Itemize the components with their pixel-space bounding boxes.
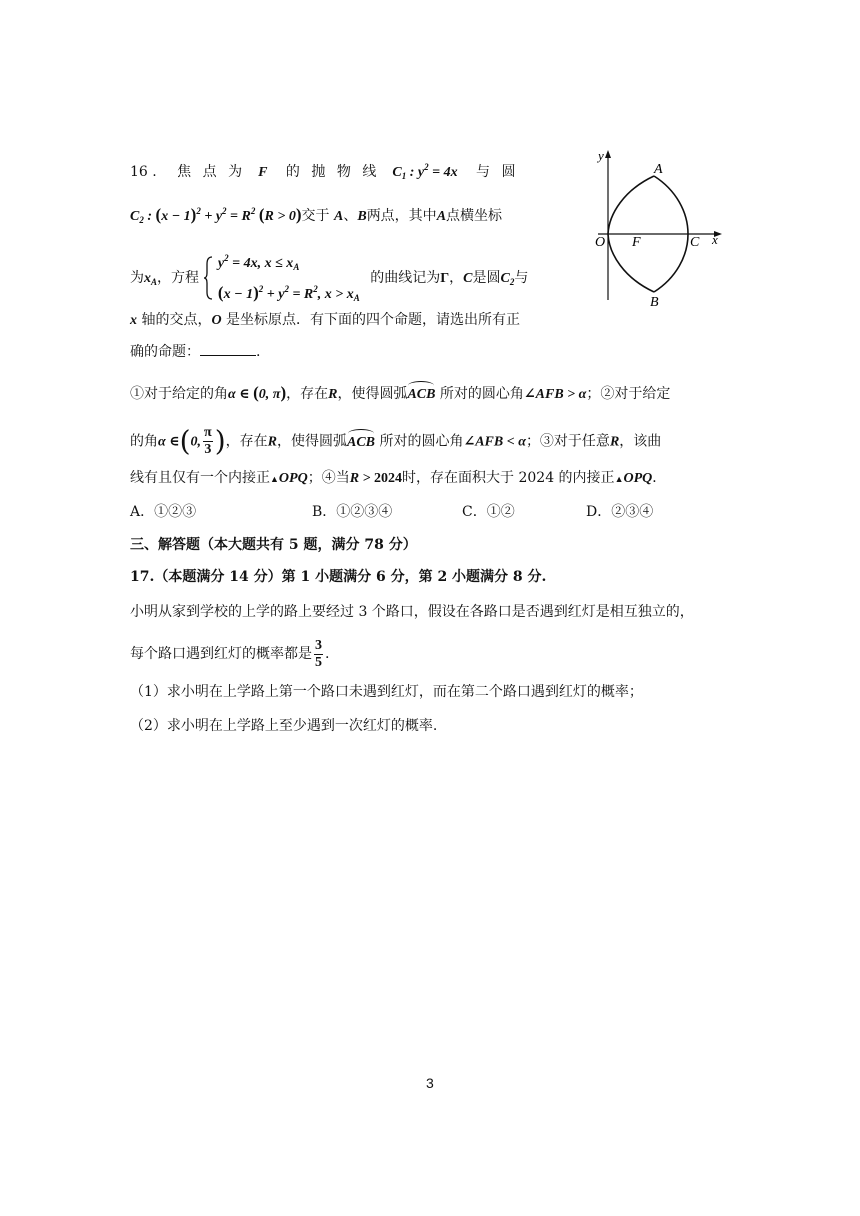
equation-system: $y^2 = 4x$, $x \le x_A$ $(x - 1)^2 + y^2 = R^2$, $x > x_A$ <box>217 253 360 303</box>
q17-text2: 每个路口遇到红灯的概率都是 $\frac{3}{5}$ . <box>130 637 330 670</box>
q16-line5: 确的命题： . <box>130 344 261 360</box>
q16-line2: $C_2$ : $(x - 1)^2 + y^2 = R^2$ (R > 0)交于 A、B两点，其中A点横坐标 <box>130 205 503 225</box>
answer-blank <box>200 343 256 356</box>
q17-sub1: （1）求小明在上学路上第一个路口未遇到红灯，而在第二个路口遇到红灯的概率； <box>130 684 643 700</box>
label-b: B <box>650 295 659 308</box>
q16-prop-line2: 的角α ∈(0, $\frac{\pi}{3}$ )，存在R，使得圆弧ACB 所对的圆心角∠AFB < α；③对于任意R，该曲 <box>130 424 662 458</box>
q16-prop-line1: ①对于给定的角α ∈ (0, π)，存在R，使得圆弧ACB 所对的圆心角∠AFB > α；②对于给定 <box>130 383 670 405</box>
q17-sub2: （2）求小明在上学路上至少遇到一次红灯的概率. <box>130 718 438 734</box>
q16-prop-line3: 线有且仅有一个内接正▲OPQ；④当R > 2024时，存在面积大于 2024 的内接正▲OPQ． <box>130 470 667 486</box>
label-o: O <box>595 235 606 250</box>
brace-icon <box>203 256 213 300</box>
q16-line4: x 轴的交点，O 是坐标原点．有下面的四个命题，请选出所有正 <box>130 312 521 328</box>
page-number: 3 <box>426 1075 434 1091</box>
q16-line1: 16 . 焦点为 F 的抛物线 $C_1$ : $y^2 = 4x$ 与圆 <box>130 162 528 181</box>
q17-text1: 小明从家到学校的上学的路上要经过 3 个路口，假设在各路口是否遇到红灯是相互独立的， <box>130 604 694 620</box>
label-f: F <box>632 235 641 250</box>
probability-fraction: $\frac{3}{5}$ <box>315 637 322 670</box>
q16-option-c: C．①② <box>462 504 515 520</box>
q16-option-a: A．①②③ <box>130 504 197 520</box>
label-x: x <box>712 232 718 247</box>
parabola-circle-figure <box>578 148 728 308</box>
q16-option-b: B．①②③④ <box>312 504 393 520</box>
label-c: C <box>690 235 700 250</box>
q16-line3: 为$x_A$，方程 $y^2 = 4x$, $x \le x_A$ $(x - 1)^2 + y^2 = R^2$, $x > x_A$ 的曲线记为Γ，C是圆$C_2$与 <box>130 247 528 293</box>
label-a: A <box>654 162 663 177</box>
label-y: y <box>598 148 604 163</box>
pi-over-3-fraction: $\frac{\pi}{3}$ <box>204 425 212 457</box>
q17-header: 17.（本题满分 14 分）第 1 小题满分 6 分，第 2 小题满分 8 分. <box>130 569 547 585</box>
q16-option-d: D．②③④ <box>586 504 654 520</box>
section-heading: 三、解答题（本大题共有 5 题，满分 78 分） <box>130 537 417 553</box>
